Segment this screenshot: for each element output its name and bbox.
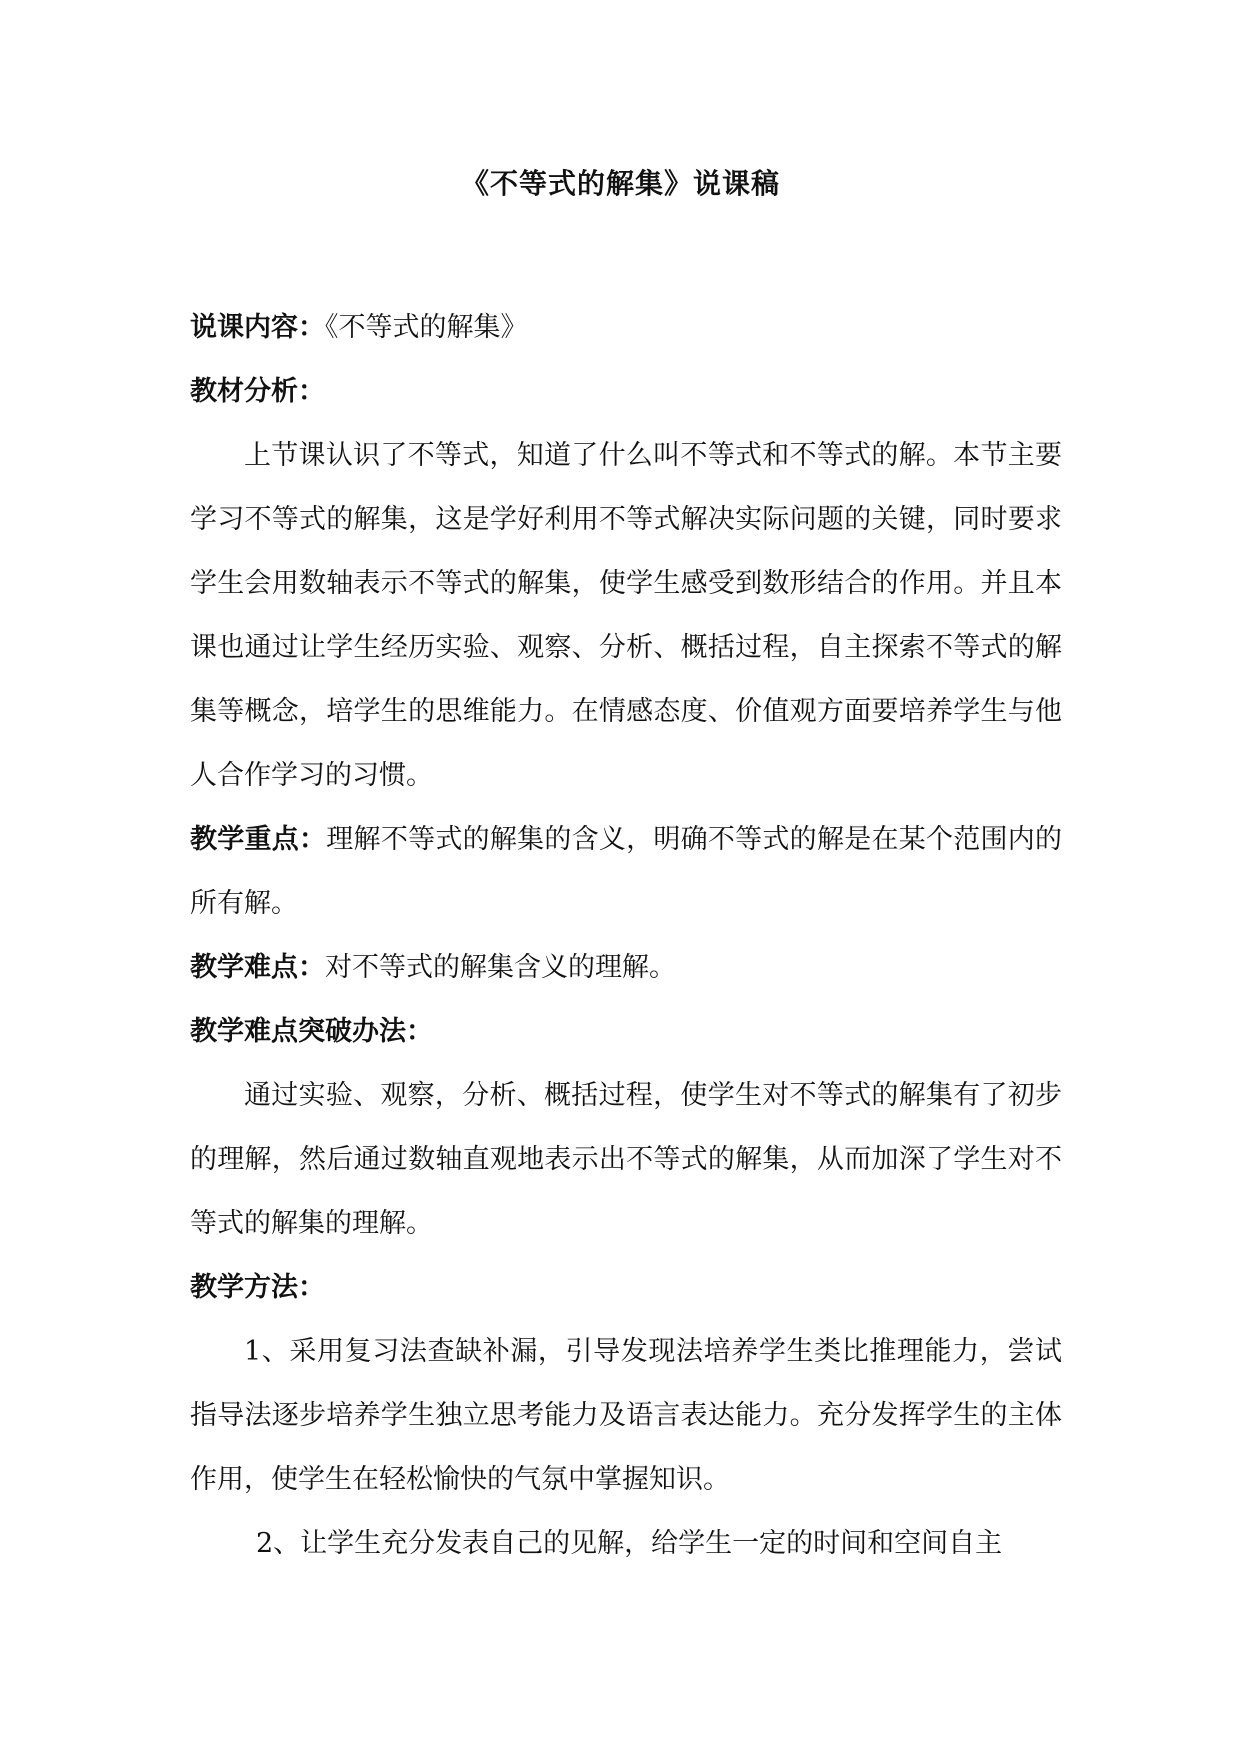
- difficulty-label: 教学难点：: [190, 952, 325, 983]
- breakthrough-label: 教学难点突破办法：: [190, 1016, 433, 1047]
- difficulty-line: [190, 936, 1062, 1000]
- page-title: 《不等式的解集》说课稿: [460, 167, 780, 200]
- key-point-label: 教学重点：: [190, 824, 327, 855]
- course-content-line: [190, 296, 1062, 360]
- document-body: [190, 296, 1062, 1576]
- method-item-1: 1、采用复习法查缺补漏，引导发现法培养学生类比推理能力，尝试指导法逐步培养学生独立思考能力及语言表达能力。充分发挥学生的主体作用，使学生在轻松愉快的气氛中掌握知识。: [190, 1336, 1062, 1495]
- analysis-label: 教材分析：: [190, 376, 325, 407]
- difficulty-text: 对不等式的解集含义的理解。: [325, 952, 676, 983]
- course-content-text: 《不等式的解集》: [325, 312, 528, 343]
- analysis-paragraph: 上节课认识了不等式，知道了什么叫不等式和不等式的解。本节主要学习不等式的解集，这是学好利用不等式解决实际问题的关键，同时要求学生会用数轴表示不等式的解集，使学生感受到数形结合的作用。并且本课也通过让学生经历实验、观察、分析、概括过程，自主探索不等式的解集等概念，培学生的思维能力。在情感态度、价值观方面要培养学生与他人合作学习的习惯。: [190, 440, 1062, 791]
- course-content-label: 说课内容：: [190, 312, 325, 343]
- methods-heading: [190, 1256, 1062, 1320]
- breakthrough-paragraph: 通过实验、观察，分析、概括过程，使学生对不等式的解集有了初步的理解，然后通过数轴直观地表示出不等式的解集，从而加深了学生对不等式的解集的理解。: [190, 1080, 1062, 1239]
- key-point-text: 理解不等式的解集的含义，明确不等式的解是在某个范围内的所有解。: [190, 824, 1063, 919]
- analysis-heading: [190, 360, 1062, 424]
- methods-label: 教学方法：: [190, 1272, 325, 1303]
- breakthrough-heading: [190, 1000, 1062, 1064]
- method-item-2: 2、让学生充分发表自己的见解，给学生一定的时间和空间自主: [256, 1528, 1003, 1559]
- key-point-line: [190, 808, 1062, 936]
